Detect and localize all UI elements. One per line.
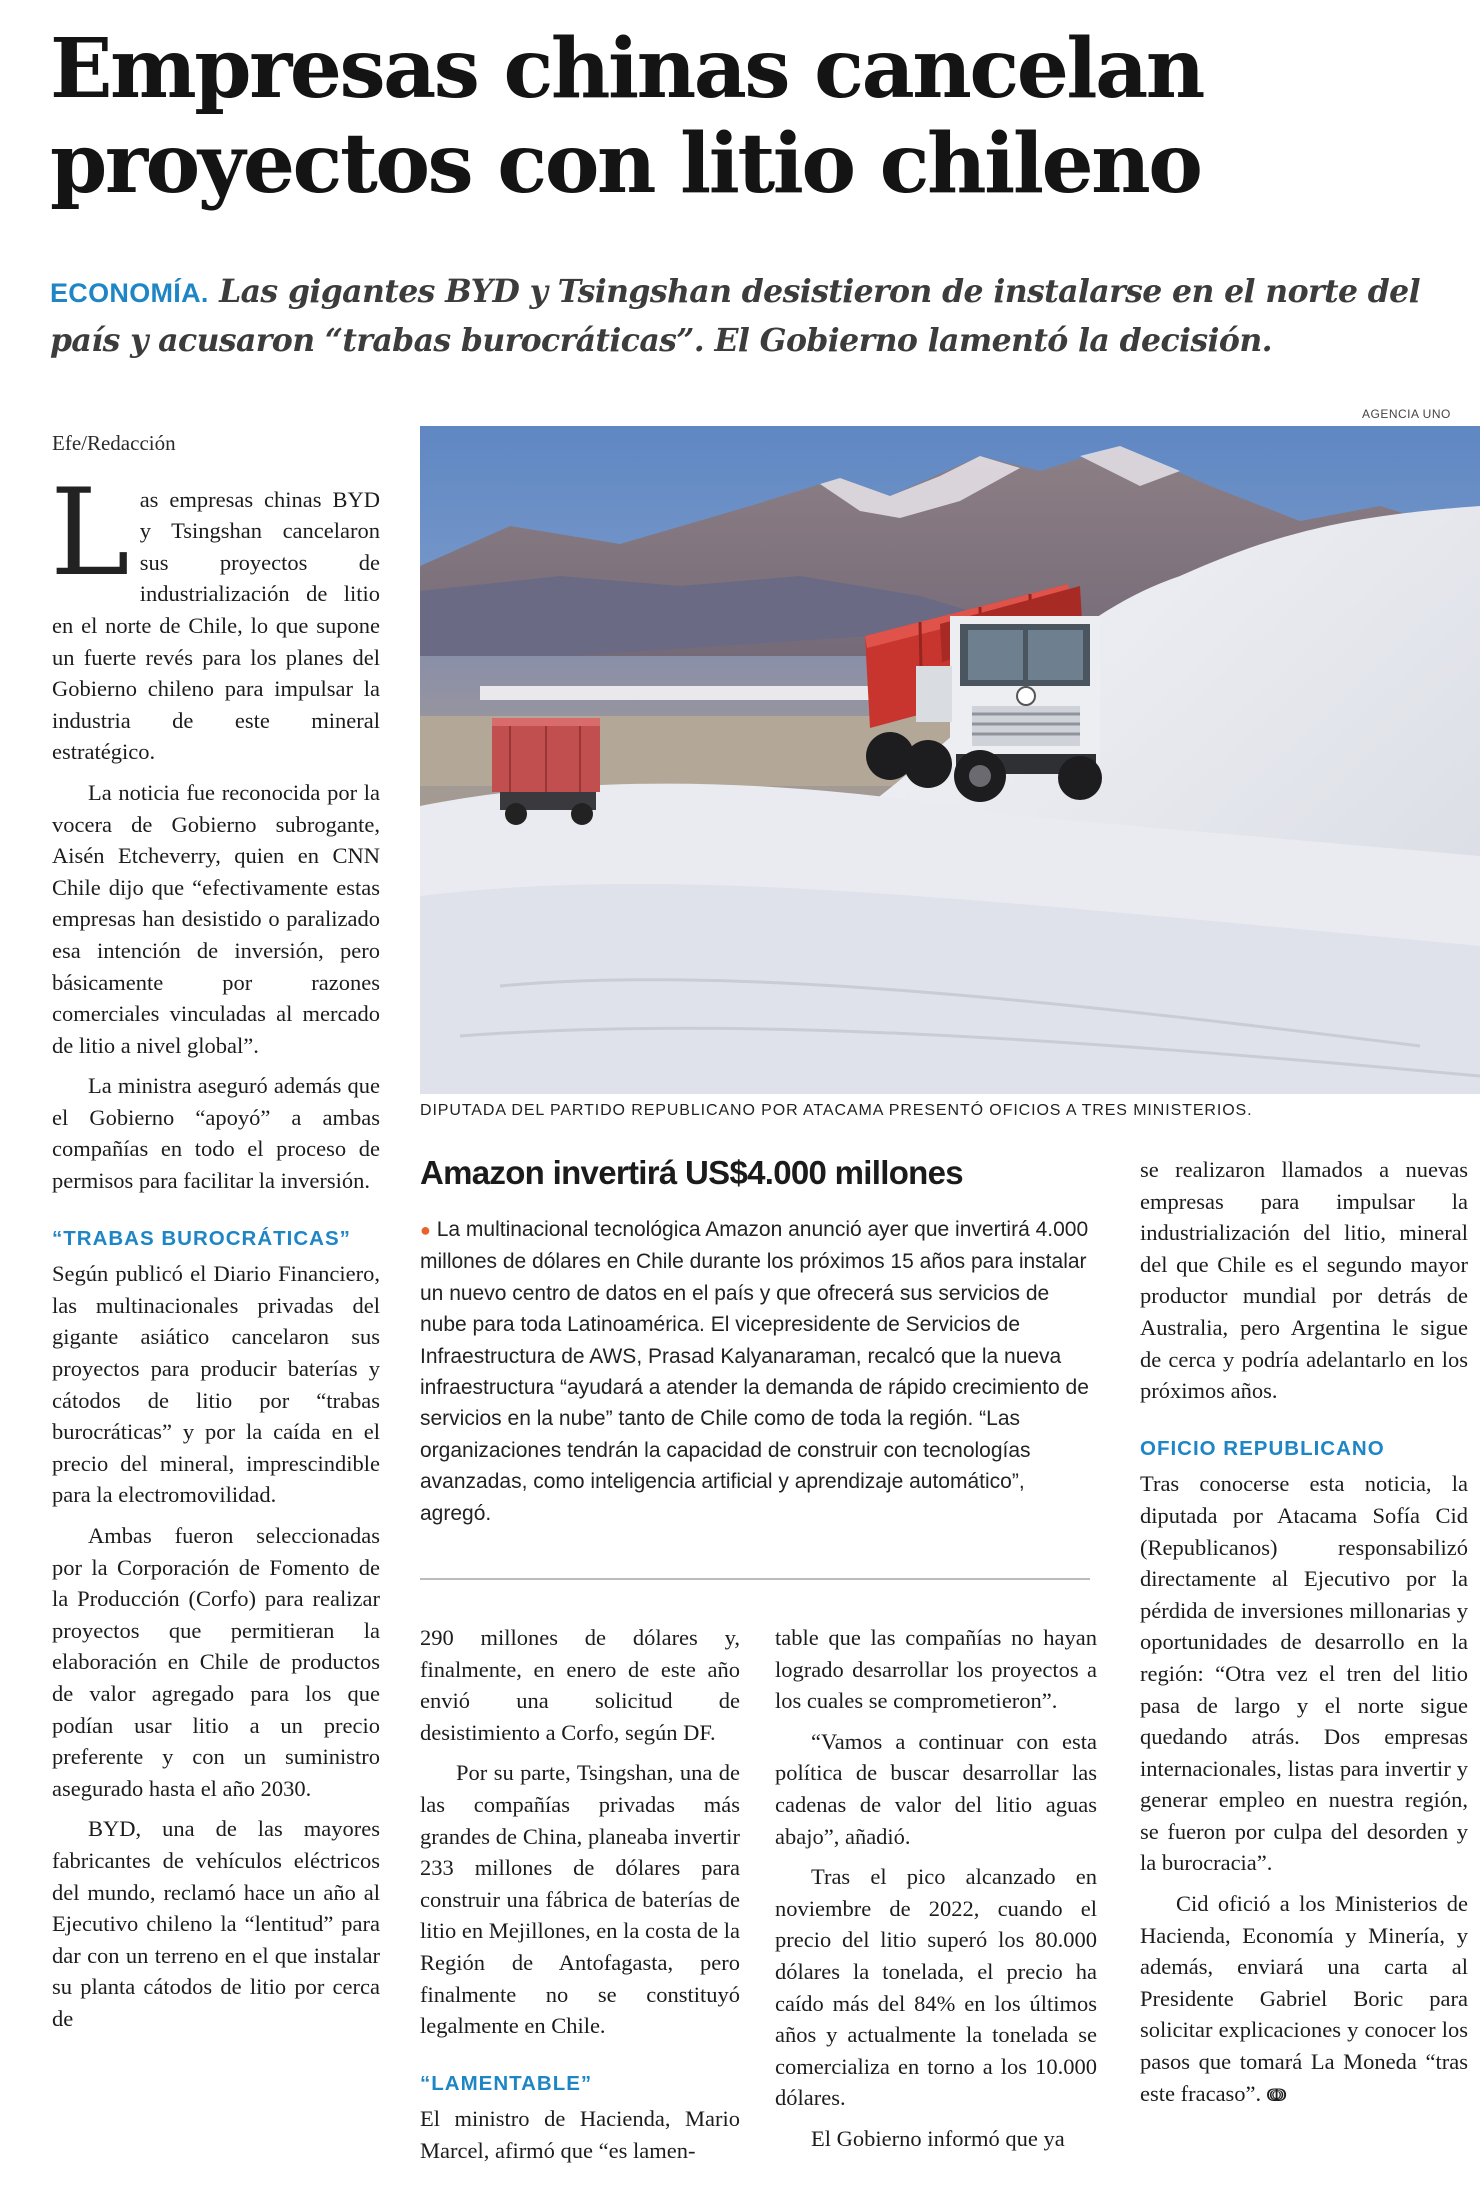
sidebar-body	[420, 1214, 1090, 1529]
paragraph: Ambas fueron seleccionadas por la Corporación de Fomento de la Producción (Corfo) para realizar proyectos que permitieran la elaboración en Chile de productos de valor agregado para los que podían usar litio a un precio preferente y con un suministro asegurado hasta el año 2030.	[52, 1523, 380, 1801]
headline-line-2: proyectos con litio chileno	[50, 116, 1201, 212]
headline-line-1: Empresas chinas cancelan	[50, 21, 1203, 117]
photo	[420, 426, 1480, 1094]
byline: Efe/Redacción	[52, 431, 176, 455]
paragraph: se realizaron llamados a nuevas empresas para impulsar la industrialización del litio, mineral del que Chile es el segundo mayor productor mundial por detrás de Australia, pero Argentina le sigue de cerca y podría adelantarlo en los próximos años.	[1140, 1157, 1468, 1404]
paragraph: “Vamos a continuar con esta política de buscar desarrollar las cadenas de valor del litio aguas abajo”, añadió.	[775, 1728, 1097, 1849]
headline	[50, 22, 1440, 212]
sidebar-text: La multinacional tecnológica Amazon anunció ayer que invertirá 4.000 millones de dólares en Chile durante los próximos 15 años para instalar un nuevo centro de datos en el país y que ofrecerá sus servicios de nube para toda Latinoamérica. El vicepresidente de Servicios de Infraestructura de AWS, Prasad Kalyanaraman, recalcó que la nueva infraestructura “ayudará a atender la demanda de rápido crecimiento de servicios en la nube” tanto de Chile como de toda la región. “Las organizaciones tendrán la capacidad de construir con tecnologías avanzadas, como inteligencia artificial y aprendizaje automático”, agregó.	[420, 1218, 1089, 1525]
amazon-sidebar	[420, 1154, 1090, 1529]
drop-cap: L	[50, 463, 130, 603]
photo-caption: DIPUTADA DEL PARTIDO REPUBLICANO POR ATACAMA PRESENTÓ OFICIOS A TRES MINISTERIOS.	[420, 1102, 1253, 1119]
paragraph: Tras el pico alcanzado en noviembre de 2022, cuando el precio del litio superó los 80.000 dólares la tonelada, el precio ha caído más del 84% en los últimos años y actualmente la tonelada se comercializa en torno a los 10.000 dólares.	[775, 1864, 1097, 2111]
paragraph: La ministra aseguró además que el Gobierno “apoyó” a ambas compañías en todo el proceso de permisos para facilitar la inversión.	[52, 1073, 380, 1194]
paragraph: Por su parte, Tsingshan, una de las compañías privadas más grandes de China, planeaba invertir 233 millones de dólares para construir una fábrica de baterías de litio en Mejillones, en la costa de la Región de Antofagasta, pero finalmente no se constituyó legalmente en Chile.	[420, 1760, 740, 2039]
sidebar-divider	[420, 1578, 1090, 1580]
paragraph: BYD, una de las mayores fabricantes de vehículos eléctricos del mundo, reclamó hace un año al Ejecutivo chileno la “lentitud” para dar con un terreno en el que instalar su planta cátodos de litio por cerca de	[52, 1816, 380, 2031]
end-mark-icon: ↈ	[1266, 2084, 1287, 2106]
photo-credit: AGENCIA UNO	[1362, 407, 1451, 421]
far-truck	[492, 718, 600, 825]
subhead-trabas: “TRABAS BUROCRÁTICAS”	[52, 1226, 351, 1250]
subhead-lamentable: “LAMENTABLE”	[420, 2071, 593, 2095]
column-3	[775, 1622, 1097, 2164]
column-4	[1140, 1154, 1468, 2120]
paragraph: 290 millones de dólares y, finalmente, en enero de este año envió una solicitud de desistimiento a Corfo, según DF.	[420, 1625, 740, 1745]
subhead-oficio: OFICIO REPUBLICANO	[1140, 1436, 1385, 1460]
bullet-icon: ●	[420, 1220, 431, 1240]
paragraph: El ministro de Hacienda, Mario Marcel, afirmó que “es lamen-	[420, 2106, 740, 2163]
section-kicker: ECONOMÍA.	[50, 278, 209, 308]
paragraph	[1140, 1888, 1468, 2111]
sidebar-title: Amazon invertirá US$4.000 millones	[420, 1154, 963, 1191]
lead-text: as empresas chinas BYD y Tsingshan cancelaron sus proyectos de industrialización de litio en el norte de Chile, lo que supone un fuerte revés para los planes del Gobierno chileno para impulsar la industria de este mineral estratégico.	[52, 486, 380, 765]
paragraph: Tras conocerse esta noticia, la diputada por Atacama Sofía Cid (Republicanos) responsabilizó directamente al Ejecutivo por la pérdida de inversiones millonarias y oportunidades de desarrollo en la región: “Otra vez el tren del litio pasa de largo y el norte sigue quedando atrás. Dos empresas internacionales, listas para invertir y generar empleo en nuestra región, se fueron por culpa del desorden y la burocracia”.	[1140, 1471, 1468, 1876]
paragraph: Según publicó el Diario Financiero, las multinacionales privadas del gigante asiático cancelaron sus proyectos para producir baterías y cátodos de litio por “trabas burocráticas” y por la caída en el precio del mineral, imprescindible para la electromovilidad.	[52, 1261, 380, 1508]
paragraph: La noticia fue reconocida por la vocera de Gobierno subrogante, Aisén Etcheverry, quien en CNN Chile dijo que “efectivamente estas empresas han desistido o paralizado esa intención de inversión, pero básicamente por razones comerciales vinculadas al mercado de litio a nivel global”.	[52, 779, 380, 1058]
lithium-salt-trucks-photo	[420, 426, 1480, 1094]
column-2	[420, 1622, 740, 2176]
deck	[50, 268, 1450, 365]
paragraph	[50, 463, 380, 768]
deck-text: Las gigantes BYD y Tsingshan desistieron de instalarse en el norte del país y acusaron “trabas burocráticas”. El Gobierno lamentó la decisión.	[50, 273, 1420, 359]
closing-text: Cid ofició a los Ministerios de Hacienda, Economía y Minería, y además, enviará una carta al Presidente Gabriel Boric para solicitar explicaciones y conocer los pasos que tomará La Moneda “tras este fracaso”.	[1140, 1891, 1468, 2106]
paragraph: table que las compañías no hayan logrado desarrollar los proyectos a los cuales se comprometieron”.	[775, 1625, 1097, 1714]
column-1	[52, 428, 380, 2044]
paragraph: El Gobierno informó que ya	[811, 2125, 1065, 2151]
